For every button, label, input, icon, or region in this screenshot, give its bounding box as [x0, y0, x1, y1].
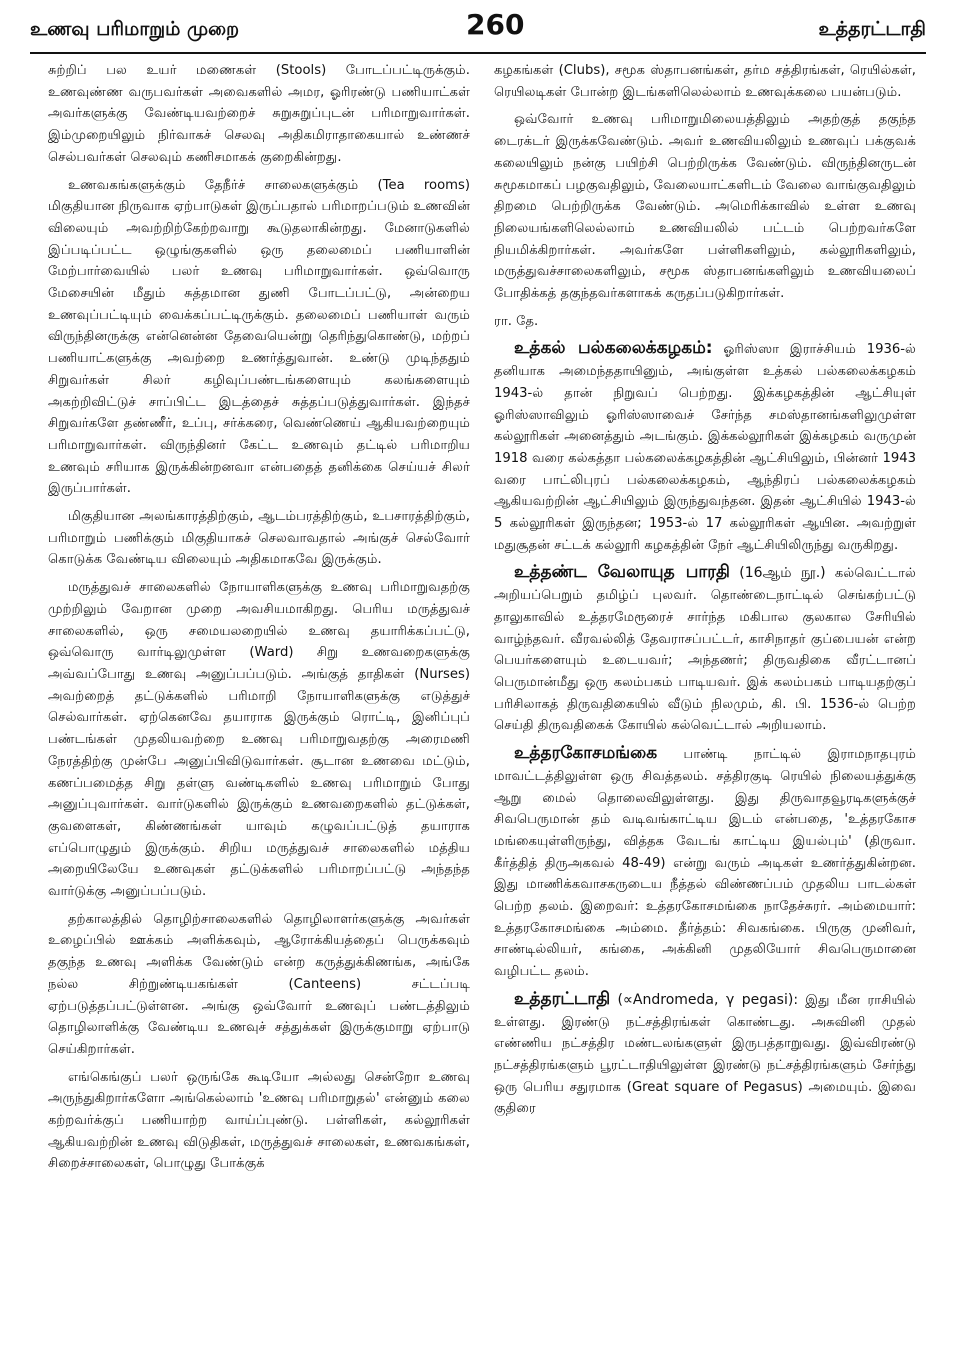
page-number: 260 — [466, 8, 525, 41]
entry-subtitle: (16ஆம் நூ.) — [739, 565, 826, 582]
paragraph: தற்காலத்தில் தொழிற்சாலைகளில் தொழிலாளர்களுக்கு அவர்கள் உழைப்பில் ஊக்கம் அளிக்கவும், ஆரோக்கியத்தைப் பெருக்கவும் தகுந்த உணவு அளிக்க வேண்டும் என்ற கருத்துக்கிணங்க, அங்கே நல்ல சிற்றுண்டியகங்கள் (Canteens) சட்டப்படி ஏற்படுத்தப்பட்டுள்ளன. அங்கு ஒவ்வோர் உணவுப் பண்டத்திலும் தொழிலாளிக்கு வேண்டிய உணவுச் சத்துக்கள் இருக்குமாறு ஏற்பாடு செய்கிறார்கள். — [48, 911, 470, 1057]
paragraph: எங்கெங்குப் பலர் ஒருங்கே கூடியோ அல்லது சென்றோ உணவு அருந்துகிறார்களோ அங்கெல்லாம் 'உணவு பரிமாறுதல்' என்னும் கலை கற்றவர்க்குப் பணியாற்ற வாய்ப்புண்டு. பள்ளிகள், கல்லூரிகள் ஆகியவற்றின் உணவு விடுதிகள், மருத்துவச் சாலைகள், உணவகங்கள், சிறைச்சாலைகள், பொழுது போக்குக் — [48, 1069, 470, 1172]
header-rule — [30, 52, 926, 54]
entry-title: உத்தண்ட வேலாயுத பாரதி — [514, 562, 730, 583]
page-header — [30, 4, 926, 52]
left-column — [48, 60, 470, 1356]
paragraph: சுற்றிப் பல உயர் மணைகள் (Stools) போடப்பட்டிருக்கும். உணவுண்ண வருபவர்கள் அவைகளில் அமர, ஓரிரண்டு பணியாட்கள் அவர்களுக்கு வேண்டியவற்றைச் சுறுசுறுப்புடன் பரிமாறுவார்கள். இம்முறையிலும் நிர்வாகச் செலவு அதிகமிராதாகையால் உண்ணச் செல்பவர்கள் செலவும் கணிசமாகக் குறைகின்றது. — [48, 63, 470, 165]
right-column — [494, 60, 916, 1356]
entry-body: பாண்டி நாட்டில் இராமநாதபுரம் மாவட்டத்திலுள்ள ஒரு சிவத்தலம். சத்திரகுடி ரெயில் நிலையத்துக்கு ஆறு மைல் தொலைவிலுள்ளது. இது திருவாதவூரடிகளுக்குச் சிவபெருமான் தம் வடிவங்காட்டிய இடம் என்பதை, 'உத்தரகோச மங்கையுள்ளிருந்து, வித்தக வேடங் காட்டிய இயல்பும்' (திருவா. கீர்த்தித் திருஅகவல் 48-49) என்று வரும் அடிகள் உணர்த்துகின்றன. இது மாணிக்கவாசகருடைய நீத்தல் விண்ணப்பம் முதலிய பாடல்கள் பெற்ற தலம். இறைவர்: உத்தரகோசமங்கை நாதேச்சுரர். அம்மையார்: உத்தரகோசமங்கை அம்மை. தீர்த்தம்: சிவகங்கை. பிருகு முனிவர், சாண்டில்லியர், கங்கை, அக்கினி முதலியோர் சிவபெருமானை வழிபட்ட தலம். — [494, 747, 916, 980]
paragraph: மிகுதியான அலங்காரத்திற்கும், ஆடம்பரத்திற்கும், உபசாரத்திற்கும், பரிமாறும் பணிக்கும் மிகுதியாகச் செலவாவதால் அங்குச் செல்வோர் கொடுக்க வேண்டிய விலையும் அதிகமாகவே இருக்கும். — [48, 509, 470, 568]
entry-body: இது மீன ராசியில் உள்ளது. இரண்டு நட்சத்திரங்கள் கொண்டது. அசுவினி முதல் எண்ணிய நட்சத்திர மண்டலங்களுள் இருபத்தாறுவது. இவ்விரண்டு நட்சத்திரங்களும் பூரட்டாதியிலுள்ள இரண்டு நட்சத்திரங்களும் சேர்ந்து ஒரு பெரிய சதுரமாக (Great square of Pegasus) அமையும். இவை குதிரை — [494, 992, 916, 1117]
paragraph: கழகங்கள் (Clubs), சமூக ஸ்தாபனங்கள், தர்ம சத்திரங்கள், ரெயில்கள், ரெயிலடிகள் போன்ற இடங்களிலெல்லாம் உணவுக்கலை பயன்படும். — [494, 63, 916, 100]
entry-uthirattathi — [494, 989, 916, 1120]
entry-title: உத்தரட்டாதி — [514, 988, 611, 1009]
paragraph: ஒவ்வோர் உணவு பரிமாறுமிலையத்திலும் அதற்குத் தகுந்த டைரக்டர் இருக்கவேண்டும். அவர் உணவியலிலும் உணவுப் பக்குவக் கலையிலும் நன்கு பயிற்சி பெற்றிருக்க வேண்டும். விருந்தினருடன் சுமூகமாகப் பழகுவதிலும், வேலையாட்களிடம் வேலை வாங்குவதிலும் திறமை பெற்றிருக்க வேண்டும். அமெரிக்காவில் உள்ள உணவு நிலையங்களிலெல்லாம் உணவியலில் பட்டம் பெற்றவர்களே நியமிக்கிறார்கள். அவர்களே பள்ளிகளிலும், கல்லூரிகளிலும், மருத்துவச்சாலைகளிலும், சமூக ஸ்தாபனங்களிலும் உணவியலைப் போதிக்கத் தகுந்தவர்களாகக் கருதப்படுகிறார்கள். — [494, 112, 916, 302]
author-initials: ரா. தே. — [494, 313, 539, 329]
entry-body: ஓரிஸ்ஸா இராச்சியம் 1936-ல் தனியாக அமைந்ததாயினும், அங்குள்ள உத்கல் பல்கலைக்கழகம் 1943-ல் தான் நிறுவப் பெற்றது. இக்கழகத்தின் ஆட்சியுள் ஓரிஸ்ஸாவிலும் ஓரிஸ்ஸாவைச் சேர்ந்த சமஸ்தானங்களிலுமுள்ள கல்லூரிகள் அனைத்தும் அடங்கும். இக்கல்லூரிகள் இக்கழகம் வருமுன் 1918 வரை கல்கத்தா பல்கலைக்கழகத்தின் ஆட்சியிலும், பின்னர் 1943 வரை பாட்லிபுரப் பல்கலைக்கழகம், ஆந்திரப் பல்கலைக்கழகம் ஆகியவற்றின் ஆட்சியிலும் இருந்துவந்தன. இதன் ஆட்சியில் 1943-ல் 5 கல்லூரிகள் இருந்தன; 1953-ல் 17 கல்லூரிகள் ஆயின. அவற்றுள் மதுசூதன் சட்டக் கல்லூரி கழகத்தின் நேர் ஆட்சியிலிருந்து வருகிறது. — [494, 342, 916, 553]
entry-subtitle: (∝Andromeda, γ pegasi): — [617, 991, 799, 1008]
entry-uthanda-velayudha-bharathi — [494, 562, 916, 737]
running-title-right: உத்தரட்டாதி — [818, 18, 926, 40]
entry-utkal-university — [494, 338, 916, 556]
paragraph: மருத்துவச் சாலைகளில் நோயாளிகளுக்கு உணவு பரிமாறுவதற்கு முற்றிலும் வேறான முறை அவசியமாகிறது. பெரிய மருத்துவச் சாலைகளில், ஒரு சமையலறையில் உணவு தயாரிக்கப்பட்டு, ஒவ்வொரு வார்டிலுமுள்ள (Ward) சிறு உணவறைகளுக்கு அவ்வப்போது உணவு அனுப்பப்படும். அங்குத் தாதிகள் (Nurses) அவற்றைத் தட்டுக்களில் பரிமாறி நோயாளிகளுக்கு எடுத்துச் செல்வார்கள். ஏற்கெனவே தயாராக இருக்கும் ரொட்டி, இனிப்புப் பண்டங்கள் முதலியவற்றை உணவு பரிமாறுவதற்கு அரைமணி நேரத்திற்கு முன்பே அனுப்பிவிடுவார்கள். சூடான உணவை மட்டும், கணப்பமைத்த சிறு தள்ளு வண்டிகளில் உணவு பரிமாறும் போது அனுப்புவார்கள். வார்டுகளில் இருக்கும் உணவறைகளில் தட்டுக்கள், குவளைகள், கிண்ணங்கள் யாவும் கழுவப்பட்டுத் தயாராக எப்பொழுதும் இருக்கும். சிறிய மருத்துவச் சாலைகளில் மத்திய அறையிலேயே உணவுகள் தட்டுக்களில் பரிமாறப்பட்டு அந்தந்த வார்டுக்கு அனுப்பப்படும். — [48, 580, 470, 900]
entry-title: உத்கல் பல்கலைக்கழகம்: — [514, 338, 713, 359]
running-title-left: உணவு பரிமாறும் முறை — [30, 18, 240, 40]
entry-uthirakosamangai — [494, 743, 916, 983]
entry-body: கல்வெட்டால் அறியப்பெறும் தமிழ்ப் புலவர். தொண்டைநாட்டில் செங்கற்பட்டு தாலுகாவில் உத்தரமேரூரைச் சார்ந்த மகிபால குலகால சேரியில் வாழ்ந்தவர். வீரவல்லித் தேவராசப்பட்டர், காசிநாதர் குப்பையன் என்ற பெயர்களையும் உடையவர்; அந்தணர்; திருவதிகை வீரட்டானப் பெருமான்மீது ஒரு கலம்பகம் பாடியவர். இக் கலம்பகம் பாடியதற்குப் பரிசிலாகத் திருவதிகையில் வீடும் நிலமும், கி. பி. 1536-ல் பெற்ற செய்தி திருவதிகைக் கோயில் கல்வெட்டால் அறியலாம். — [494, 566, 916, 734]
entry-title: உத்தரகோசமங்கை — [514, 743, 658, 764]
paragraph: உணவகங்களுக்கும் தேநீர்ச் சாலைகளுக்கும் (Tea rooms) மிகுதியான நிருவாக ஏற்பாடுகள் இருப்பதால் பரிமாறப்படும் உணவின் விலையும் அவற்றிற்கேற்றவாறு கூடுதலாகின்றது. மேனாடுகளில் இப்படிப்பட்ட ஒழுங்குகளில் ஒரு தலைமைப் பணியாளின் மேற்பார்வையில் பலர் உணவு பரிமாறுவார்கள். ஒவ்வொரு மேசையின் மீதும் சுத்தமான துணி போடப்பட்டு, அன்றைய உணவுப்பட்டியும் வைக்கப்பட்டிருக்கும். தலைமைப் பணியாள் வரும் விருந்தினருக்கு என்னென்ன தேவையென்று தெரிந்துகொண்டு, மற்றப் பணியாட்களுக்கு அவற்றை உணர்த்துவான். உண்டு முடிந்ததும் சிறுவர்கள் சிலர் கழிவுப்பண்டங்களையும் கலங்களையும் அகற்றிவிட்டுச் சாப்பிட்ட இடத்தைச் சுத்தப்படுத்துவார்கள். இந்தச் சிறுவர்களே தண்ணீர், உப்பு, சர்க்கரை, வெண்ணெய் ஆகியவற்றையும் பரிமாறுவார்கள். விருந்தினர் கேட்ட உணவும் தட்டில் பரிமாறிய உணவும் சரியாக இருக்கின்றனவா என்பதைத் தனிக்கை செய்யச் சிலர் இருப்பார்கள். — [48, 177, 470, 497]
